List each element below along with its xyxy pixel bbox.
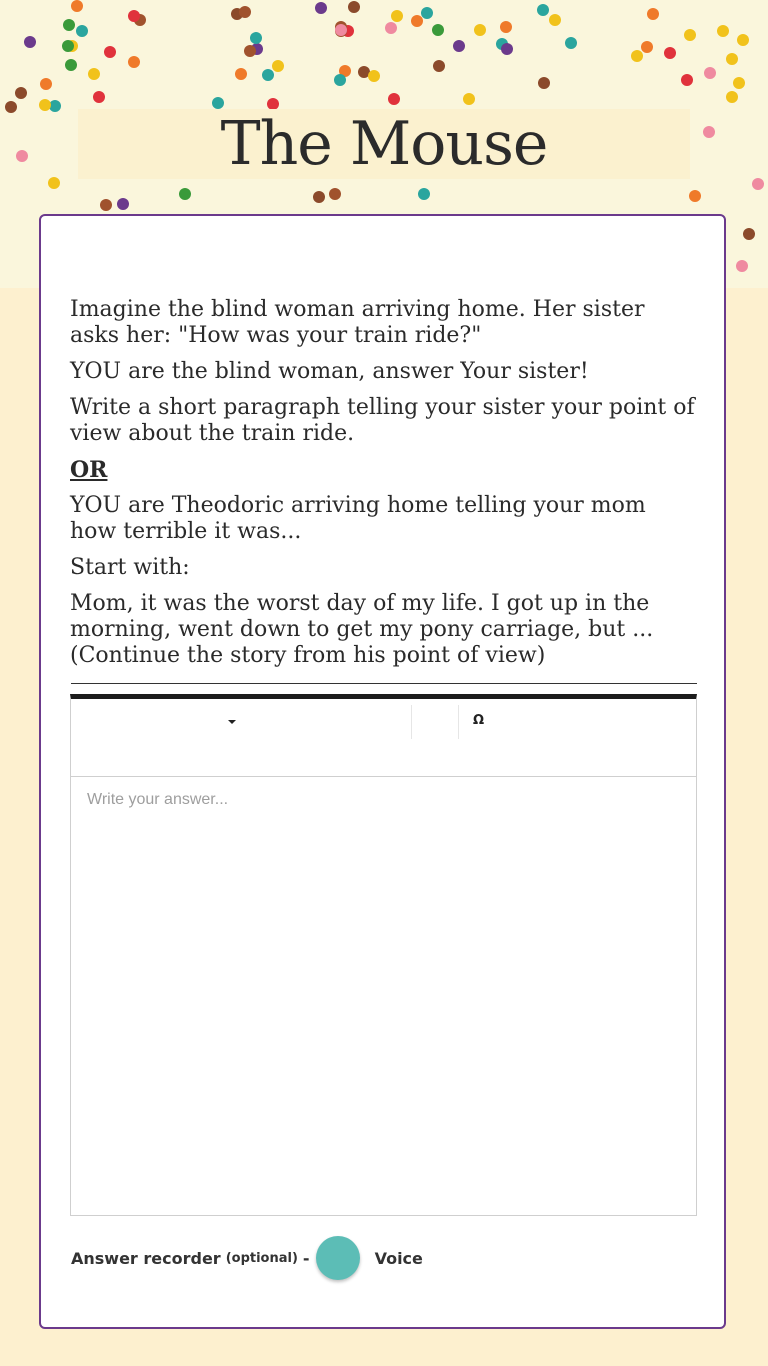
confetti-dot: [179, 188, 191, 200]
answer-editor: [70, 694, 697, 1216]
confetti-dot: [537, 4, 549, 16]
confetti-dot: [500, 21, 512, 33]
confetti-dot: [244, 45, 256, 57]
confetti-dot: [239, 6, 251, 18]
confetti-dot: [15, 87, 27, 99]
confetti-dot: [411, 15, 423, 27]
record-button[interactable]: [316, 1236, 360, 1280]
confetti-dot: [63, 19, 75, 31]
confetti-dot: [726, 53, 738, 65]
question-prompt: [70, 297, 698, 679]
confetti-dot: [733, 77, 745, 89]
confetti-dot: [641, 41, 653, 53]
confetti-dot: [104, 46, 116, 58]
confetti-dot: [418, 188, 430, 200]
recorder-dash: -: [302, 1248, 310, 1268]
confetti-dot: [388, 93, 400, 105]
prompt-or: OR: [70, 457, 108, 483]
confetti-dot: [313, 191, 325, 203]
confetti-dot: [24, 36, 36, 48]
confetti-dot: [40, 78, 52, 90]
confetti-dot: [88, 68, 100, 80]
confetti-dot: [348, 1, 360, 13]
caret-down-icon: [228, 720, 236, 724]
recorder-label: Answer recorder: [71, 1248, 221, 1268]
confetti-dot: [664, 47, 676, 59]
confetti-dot: [538, 77, 550, 89]
confetti-dot: [631, 50, 643, 62]
confetti-dot: [76, 25, 88, 37]
confetti-dot: [93, 91, 105, 103]
answer-recorder: [71, 1236, 423, 1280]
answer-textarea[interactable]: [71, 777, 696, 1215]
confetti-dot: [329, 188, 341, 200]
confetti-dot: [704, 67, 716, 79]
special-character-icon[interactable]: Ω: [473, 713, 485, 728]
confetti-dot: [71, 0, 83, 12]
confetti-dot: [737, 34, 749, 46]
confetti-dot: [250, 32, 262, 44]
confetti-dot: [212, 97, 224, 109]
prompt-paragraph: YOU are the blind woman, answer Your sister!: [70, 359, 589, 384]
confetti-dot: [736, 260, 748, 272]
confetti-dot: [681, 74, 693, 86]
prompt-paragraph: Start with:: [70, 555, 190, 580]
confetti-dot: [368, 70, 380, 82]
confetti-dot: [421, 7, 433, 19]
confetti-dot: [453, 40, 465, 52]
confetti-dot: [689, 190, 701, 202]
prompt-paragraph: YOU are Theodoric arriving home telling your mom how terrible it was...: [70, 493, 646, 544]
confetti-dot: [433, 60, 445, 72]
confetti-dot: [647, 8, 659, 20]
recorder-optional: (optional): [225, 1250, 298, 1266]
confetti-dot: [432, 24, 444, 36]
confetti-dot: [391, 10, 403, 22]
voice-label: Voice: [374, 1248, 423, 1268]
confetti-dot: [315, 2, 327, 14]
confetti-dot: [5, 101, 17, 113]
confetti-dot: [272, 60, 284, 72]
confetti-dot: [16, 150, 28, 162]
confetti-dot: [117, 198, 129, 210]
confetti-dot: [235, 68, 247, 80]
editor-toolbar: [71, 699, 696, 777]
page-title: The Mouse: [220, 109, 548, 179]
confetti-dot: [385, 22, 397, 34]
title-banner: [78, 109, 690, 179]
divider: [71, 683, 697, 684]
confetti-dot: [565, 37, 577, 49]
confetti-dot: [549, 14, 561, 26]
confetti-dot: [474, 24, 486, 36]
confetti-dot: [501, 43, 513, 55]
confetti-dot: [39, 99, 51, 111]
confetti-dot: [262, 69, 274, 81]
toolbar-separator: [411, 705, 412, 739]
confetti-dot: [48, 177, 60, 189]
confetti-dot: [463, 93, 475, 105]
prompt-paragraph: Write a short paragraph telling your sister your point of view about the train ride.: [70, 395, 695, 446]
confetti-dot: [684, 29, 696, 41]
confetti-dot: [334, 74, 346, 86]
confetti-dot: [128, 56, 140, 68]
confetti-dot: [726, 91, 738, 103]
confetti-dot: [752, 178, 764, 190]
prompt-paragraph: Imagine the blind woman arriving home. Her sister asks her: "How was your train ride?": [70, 297, 645, 348]
format-dropdown[interactable]: [71, 699, 411, 739]
confetti-dot: [717, 25, 729, 37]
confetti-dot: [100, 199, 112, 211]
prompt-paragraph: Mom, it was the worst day of my life. I got up in the morning, went down to get my pony carriage, but ... (Continue the story from his point of view): [70, 591, 654, 668]
toolbar-separator: [458, 705, 459, 739]
confetti-dot: [743, 228, 755, 240]
confetti-dot: [703, 126, 715, 138]
confetti-dot: [65, 59, 77, 71]
